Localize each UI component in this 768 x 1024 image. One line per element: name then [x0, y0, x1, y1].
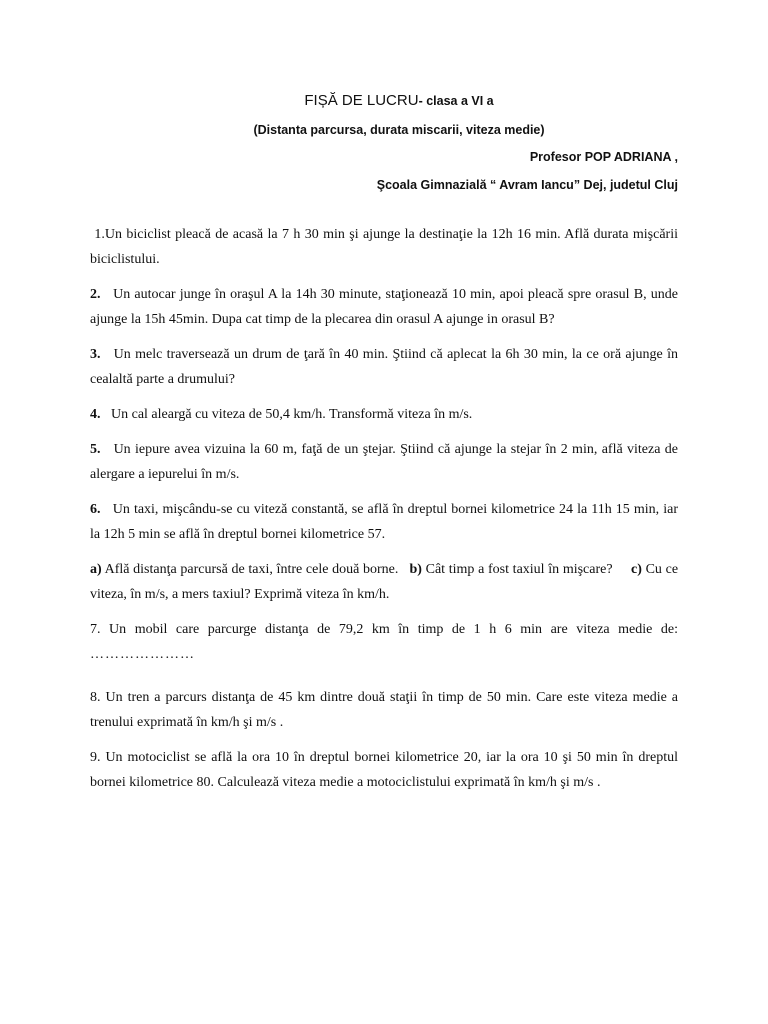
subpart-a-text: Află distanţa parcursă de taxi, între cele două borne.: [104, 562, 399, 577]
subtitle: (Distanta parcursa, durata miscarii, viteza medie): [253, 123, 545, 137]
problem-number: 9.: [90, 750, 101, 765]
problem-9: [90, 745, 678, 795]
problem-3: [90, 342, 678, 392]
header: [90, 92, 678, 192]
problem-1: [90, 222, 678, 272]
school-name: Şcoala Gimnazială “ Avram Iancu” Dej, judetul Cluj: [376, 178, 678, 192]
title-main: FIȘĂ DE LUCRU: [304, 92, 419, 109]
problem-text: Un biciclist pleacă de acasă la 7 h 30 min şi ajunge la destinaţie la 12h 16 min. Află durata mişcării biciclistului.: [90, 227, 678, 267]
answer-dots: …………………: [90, 647, 195, 662]
problem-text: Un motociclist se află la ora 10 în dreptul bornei kilometrice 20, iar la ora 10 şi 50 min în dreptul bornei kilometrice 80. Calculează viteza medie a motociclistului exprimată în km/h şi m/s .: [90, 750, 678, 790]
problem-text: Un taxi, mişcându-se cu viteză constantă, se află în dreptul bornei kilometrice 24 la 11h 15 min, iar la 12h 5 min se află în dreptul bornei kilometrice 57.: [90, 502, 679, 542]
problem-7: [90, 617, 678, 667]
problem-list: [90, 222, 678, 795]
worksheet-page: [90, 92, 678, 805]
problem-2: [90, 282, 678, 332]
subpart-b-text: Cât timp a fost taxiul în mişcare?: [425, 562, 613, 577]
problem-number: 6.: [90, 502, 101, 517]
page-title: [120, 92, 678, 109]
subpart-c-text: Cu ce viteza, în m/s, a mers taxiul? Exprimă viteza în km/h.: [90, 562, 679, 602]
problem-4: [90, 402, 678, 427]
problem-text: Un autocar junge în oraşul A la 14h 30 minute, staţionează 10 min, apoi pleacă spre orasul B, unde ajunge la 15h 45min. Dupa cat timp de la plecarea din orasul A ajunge in orasul B?: [90, 287, 679, 327]
problem-number: 8.: [90, 690, 101, 705]
problem-number: 2.: [90, 287, 101, 302]
subpart-c-label: c): [631, 562, 642, 577]
problem-number: 7.: [90, 622, 101, 637]
problem-5: [90, 437, 678, 487]
problem-text: Un iepure avea vizuina la 60 m, faţă de un ştejar. Ştiind că ajunge la stejar în 2 min, află viteza de alergare a iepurelui în m/s.: [90, 442, 679, 482]
teacher-name: Profesor POP ADRIANA ,: [529, 150, 678, 164]
problem-number: 5.: [90, 442, 101, 457]
problem-number: 4.: [90, 407, 101, 422]
problem-8: [90, 685, 678, 735]
problem-text: Un mobil care parcurge distanţa de 79,2 km în timp de 1 h 6 min are viteza medie de:: [109, 622, 679, 637]
problem-number: 1.: [94, 227, 105, 242]
subpart-b-label: b): [409, 562, 422, 577]
problem-text: Un tren a parcurs distanţa de 45 km dintre două staţii în timp de 50 min. Care este viteza medie a trenului exprimată în km/h şi m/s .: [90, 690, 679, 730]
problem-text: Un cal aleargă cu viteza de 50,4 km/h. Transformă viteza în m/s.: [111, 407, 473, 422]
title-suffix: - clasa a VI a: [418, 94, 494, 108]
problem-6-subparts: [90, 557, 678, 607]
problem-6: [90, 497, 678, 547]
problem-number: 3.: [90, 347, 101, 362]
subpart-a-label: a): [90, 562, 102, 577]
problem-text: Un melc traversează un drum de ţară în 40 min. Ştiind că aplecat la 6h 30 min, la ce oră ajunge în cealaltă parte a drumului?: [90, 347, 678, 387]
